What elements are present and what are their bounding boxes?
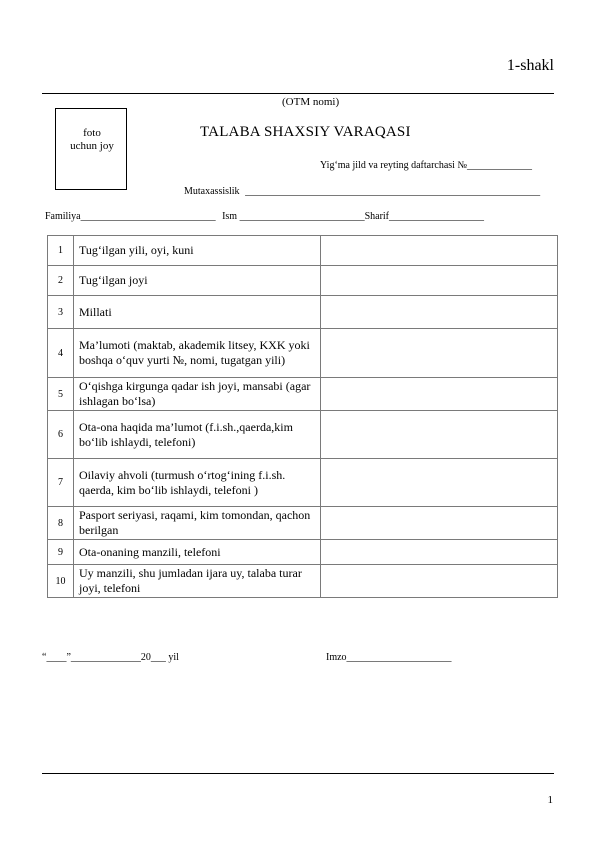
row-label: Ota-ona haqida ma’lumot (f.i.sh.,qaerda,kim bo‘lib ishlaydi, telefoni) xyxy=(74,411,321,459)
photo-placeholder-text xyxy=(56,127,128,153)
name-line xyxy=(45,211,484,222)
photo-label-line2-text: uchun joy xyxy=(70,140,114,152)
signature-label: Imzo xyxy=(326,652,347,663)
patronymic-label: Sharif xyxy=(364,211,390,222)
row-label: Tug‘ilgan joyi xyxy=(74,266,321,296)
row-value-field[interactable] xyxy=(321,540,558,565)
row-label: Oilaviy ahvoli (turmush o‘rtog‘ining f.i.sh. qaerda, kim bo‘lib ishlaydi, telefoni ) xyxy=(74,459,321,507)
table-row xyxy=(48,236,558,266)
signature-line xyxy=(326,652,452,663)
row-number: 9 xyxy=(48,540,74,565)
row-value-field[interactable] xyxy=(321,378,558,411)
row-number: 5 xyxy=(48,378,74,411)
row-label: Ma’lumoti (maktab, akademik litsey, KXK yoki boshqa o‘quv yurti №, nomi, tugatgan yili) xyxy=(74,329,321,378)
row-value-field[interactable] xyxy=(321,565,558,598)
row-value-field[interactable] xyxy=(321,329,558,378)
table-row xyxy=(48,565,558,598)
row-value-field[interactable] xyxy=(321,507,558,540)
row-label: Pasport seriyasi, raqami, kim tomondan, qachon berilgan xyxy=(74,507,321,540)
table-row xyxy=(48,266,558,296)
row-number: 7 xyxy=(48,459,74,507)
photo-placeholder-box xyxy=(55,108,127,190)
record-book-label: Yig‘ma jild va reyting daftarchasi № xyxy=(320,160,467,171)
name-blank[interactable]: _________________________ xyxy=(239,211,365,222)
row-label: Uy manzili, shu jumladan ijara uy, talaba turar joyi, telefoni xyxy=(74,565,321,598)
patronymic-blank[interactable]: ___________________ xyxy=(389,211,485,222)
table-row xyxy=(48,329,558,378)
photo-label-line1: foto xyxy=(83,127,101,139)
row-number: 1 xyxy=(48,236,74,266)
photo-label-line2 xyxy=(56,140,128,153)
record-book-line xyxy=(320,160,532,171)
page-number: 1 xyxy=(547,794,553,806)
institution-placeholder: (OTM nomi) xyxy=(282,96,340,108)
row-value-field[interactable] xyxy=(321,459,558,507)
row-label: Tug‘ilgan yili, oyi, kuni xyxy=(74,236,321,266)
row-number: 10 xyxy=(48,565,74,598)
table-row xyxy=(48,507,558,540)
record-book-blank[interactable]: _____________ xyxy=(467,160,532,171)
row-label: O‘qishga kirgunga qadar ish joyi, mansabi (agar ishlagan bo‘lsa) xyxy=(74,378,321,411)
row-number: 4 xyxy=(48,329,74,378)
name-label: Ism xyxy=(222,211,238,222)
surname-blank[interactable]: ___________________________ xyxy=(80,211,216,222)
specialty-label: Mutaxassislik xyxy=(184,186,240,197)
date-line[interactable]: “____”______________20___ yil xyxy=(42,652,179,663)
specialty-blank[interactable]: ___________________________________________________________ xyxy=(245,186,541,197)
row-label: Millati xyxy=(74,296,321,329)
bottom-rule xyxy=(42,773,554,774)
form-number: 1-shakl xyxy=(506,57,554,74)
row-label: Ota-onaning manzili, telefoni xyxy=(74,540,321,565)
top-rule xyxy=(42,93,554,94)
specialty-line xyxy=(184,186,540,197)
row-value-field[interactable] xyxy=(321,411,558,459)
table-row xyxy=(48,540,558,565)
table-row xyxy=(48,459,558,507)
row-number: 6 xyxy=(48,411,74,459)
table-row xyxy=(48,296,558,329)
table-row xyxy=(48,378,558,411)
row-number: 3 xyxy=(48,296,74,329)
row-value-field[interactable] xyxy=(321,266,558,296)
signature-blank[interactable]: _____________________ xyxy=(346,652,452,663)
row-value-field[interactable] xyxy=(321,296,558,329)
row-number: 2 xyxy=(48,266,74,296)
document-title: TALABA SHAXSIY VARAQASI xyxy=(200,124,411,140)
student-info-table xyxy=(47,235,558,598)
surname-label: Familiya xyxy=(45,211,81,222)
row-number: 8 xyxy=(48,507,74,540)
row-value-field[interactable] xyxy=(321,236,558,266)
table-row xyxy=(48,411,558,459)
